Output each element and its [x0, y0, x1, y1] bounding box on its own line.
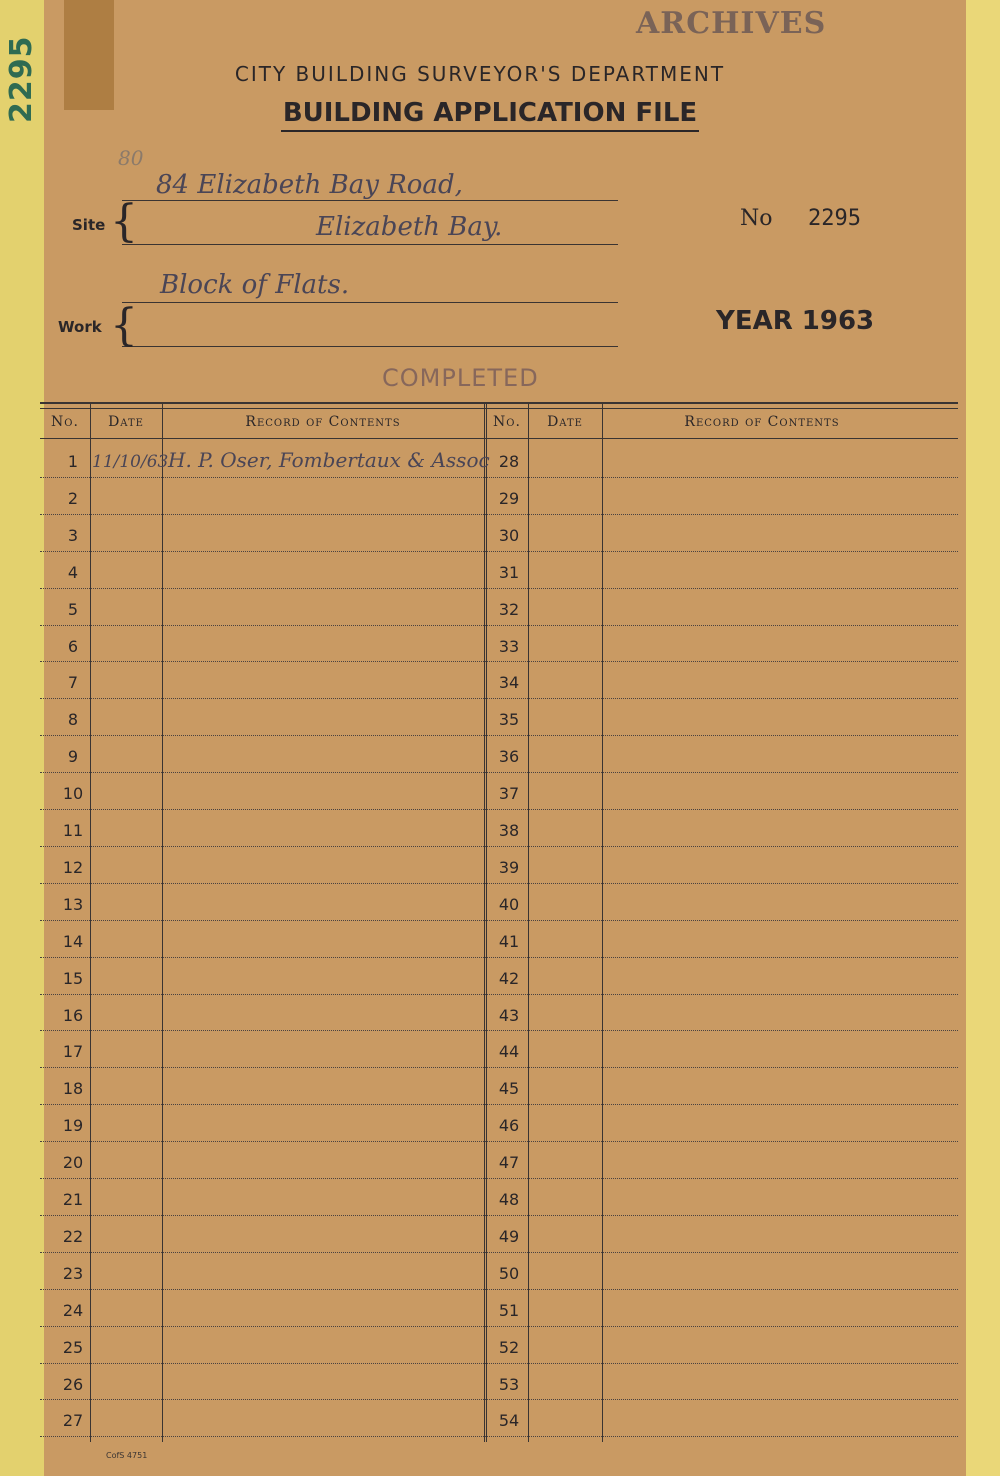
row-rule: [40, 625, 958, 626]
row-rule: [40, 1436, 958, 1437]
row-number-right: 46: [498, 1116, 520, 1136]
row-rule: [40, 514, 958, 515]
row-number-left: 5: [67, 599, 79, 619]
row-number-left: 9: [67, 747, 79, 767]
row-number-right: 32: [498, 599, 520, 619]
col-divider-right-date: [602, 402, 603, 1442]
row-number-left: 15: [62, 968, 84, 988]
table-top-rule: [40, 402, 958, 409]
spine-file-number: 2295: [4, 35, 39, 123]
work-rule-1: [122, 302, 618, 303]
file-number-label-text: No: [740, 206, 773, 231]
row-number-left: 12: [62, 857, 84, 877]
work-label: Work: [58, 318, 102, 336]
row-number-left: 16: [62, 1005, 84, 1025]
header-date-left: Date: [108, 414, 144, 430]
row-number-left: 22: [62, 1226, 84, 1246]
row-number-left: 1: [67, 452, 79, 471]
row-rule: [40, 1141, 958, 1142]
row-rule: [40, 1326, 958, 1327]
col-divider-center: [484, 402, 487, 1442]
row-number-right: 38: [498, 821, 520, 840]
file-number-value: 2295: [808, 206, 861, 231]
row-number-right: 54: [498, 1411, 520, 1431]
row-number-right: 28: [498, 452, 520, 471]
row-number-left: 14: [62, 931, 84, 951]
row-rule: [40, 883, 958, 884]
department-title: CITY BUILDING SURVEYOR'S DEPARTMENT: [234, 62, 726, 86]
entry-1-record: H. P. Oser, Fombertaux & Assoc: [168, 448, 490, 472]
row-number-left: 11: [62, 821, 84, 840]
row-number-left: 8: [67, 710, 79, 730]
file-title-text: BUILDING APPLICATION FILE: [281, 98, 699, 132]
col-divider-right-no: [528, 402, 529, 1442]
row-number-right: 30: [498, 525, 520, 545]
row-number-left: 2: [67, 488, 79, 508]
row-number-right: 31: [498, 562, 520, 582]
row-rule: [40, 1289, 958, 1290]
row-number-right: 52: [498, 1337, 520, 1357]
row-rule: [40, 698, 958, 699]
site-rule-2: [122, 244, 618, 245]
row-rule: [40, 1030, 958, 1031]
site-line-2: Elizabeth Bay.: [316, 212, 503, 242]
header-record-left: Record of Contents: [245, 414, 401, 430]
row-number-right: 50: [498, 1263, 520, 1283]
row-number-right: 45: [498, 1079, 520, 1099]
row-rule: [40, 920, 958, 921]
row-rule: [40, 661, 958, 662]
row-rule: [40, 846, 958, 847]
row-number-right: 37: [498, 784, 520, 804]
col-divider-left-no: [90, 402, 91, 1442]
row-number-left: 24: [62, 1300, 84, 1320]
row-number-left: 3: [67, 525, 79, 545]
row-number-right: 47: [498, 1153, 520, 1173]
row-number-right: 42: [498, 968, 520, 988]
completed-stamp: COMPLETED: [382, 364, 539, 392]
row-rule: [40, 1178, 958, 1179]
header-no-right: No.: [493, 414, 521, 430]
row-number-right: 33: [498, 636, 520, 656]
row-number-left: 18: [62, 1079, 84, 1099]
row-rule: [40, 477, 958, 478]
row-number-left: 27: [62, 1411, 84, 1431]
year-label: YEAR 1963: [716, 306, 875, 336]
row-number-left: 7: [67, 673, 79, 693]
work-line-1: Block of Flats.: [160, 270, 350, 300]
row-rule: [40, 994, 958, 995]
site-correction: 80: [118, 146, 144, 170]
row-number-right: 49: [498, 1226, 520, 1246]
row-number-left: 13: [62, 894, 84, 914]
row-number-left: 4: [67, 562, 79, 582]
row-number-right: 36: [498, 747, 520, 767]
row-rule: [40, 1252, 958, 1253]
row-number-left: 25: [62, 1337, 84, 1357]
row-number-right: 34: [498, 673, 520, 693]
row-number-right: 48: [498, 1190, 520, 1209]
row-rule: [40, 551, 958, 552]
file-number-label: [740, 206, 773, 231]
row-number-right: 51: [498, 1300, 520, 1320]
file-title: [240, 98, 740, 128]
row-number-left: 20: [62, 1153, 84, 1173]
row-number-right: 39: [498, 857, 520, 877]
header-rule: [40, 438, 958, 439]
row-rule: [40, 1104, 958, 1105]
row-rule: [40, 957, 958, 958]
header-date-right: Date: [547, 414, 583, 430]
right-spine: [964, 0, 1000, 1476]
row-number-right: 29: [498, 488, 520, 508]
row-number-right: 53: [498, 1374, 520, 1394]
row-number-left: 17: [62, 1042, 84, 1062]
site-rule-1: [122, 200, 618, 201]
work-rule-2: [122, 346, 618, 347]
form-code: CofS 4751: [106, 1451, 148, 1460]
row-number-right: 44: [498, 1042, 520, 1062]
row-rule: [40, 1399, 958, 1400]
tape-strip: [64, 0, 114, 110]
site-brace: {: [110, 196, 138, 247]
row-number-left: 6: [67, 636, 79, 656]
site-label: Site: [72, 216, 106, 234]
work-brace: {: [110, 300, 138, 351]
row-rule: [40, 809, 958, 810]
row-number-left: 26: [62, 1374, 84, 1394]
row-number-right: 40: [498, 894, 520, 914]
entry-1-date: 11/10/63: [92, 452, 169, 472]
row-rule: [40, 588, 958, 589]
row-rule: [40, 735, 958, 736]
row-rule: [40, 1067, 958, 1068]
row-rule: [40, 1363, 958, 1364]
row-number-left: 19: [62, 1116, 84, 1136]
row-rule: [40, 772, 958, 773]
site-line-1: 84 Elizabeth Bay Road,: [156, 170, 463, 200]
row-number-left: 21: [62, 1190, 84, 1209]
archives-stamp: ARCHIVES: [636, 6, 827, 41]
row-number-right: 43: [498, 1005, 520, 1025]
header-record-right: Record of Contents: [684, 414, 840, 430]
header-no-left: No.: [51, 414, 79, 430]
col-divider-left-date: [162, 402, 163, 1442]
row-number-right: 35: [498, 710, 520, 730]
row-rule: [40, 1215, 958, 1216]
row-number-right: 41: [498, 931, 520, 951]
row-number-left: 10: [62, 784, 84, 804]
row-number-left: 23: [62, 1263, 84, 1283]
